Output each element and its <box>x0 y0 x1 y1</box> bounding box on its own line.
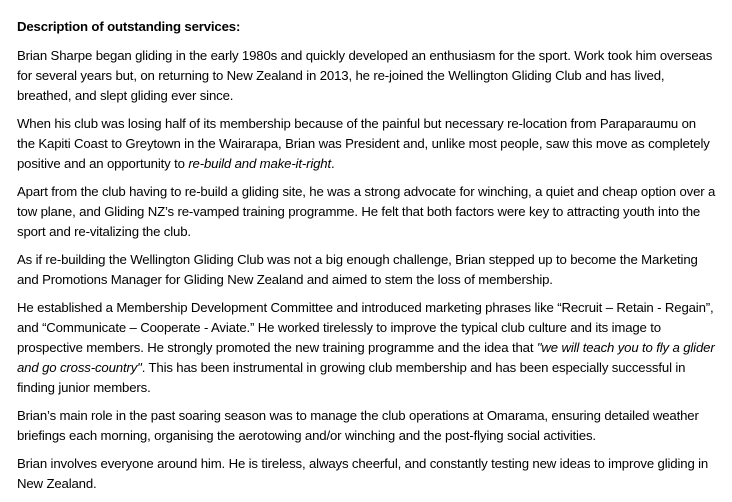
section-heading: Description of outstanding services: <box>17 19 241 34</box>
paragraph-relocation-emphasis: re-build and make-it-right <box>188 156 332 171</box>
paragraph-winching: Apart from the club having to re-build a gliding site, he was a strong advocate for winching, a quiet and cheap option over a tow plane, and Gliding NZ’s re-vamped training programme. He felt that both factors were key to attracting youth into the sport and re-vitalizing the club. <box>17 184 716 239</box>
paragraph-membership-tail: . This has been instrumental in growing club membership and has been especially successful in finding junior members. <box>17 360 686 395</box>
paragraph-relocation-text: When his club was losing half of its membership because of the painful but necessary re-location from Paraparaumu on the Kapiti Coast to Greytown in the Wairarapa, Brian was President and, unlike most people, saw this move as completely positive and an opportunity to <box>17 116 710 171</box>
paragraph-background: Brian Sharpe began gliding in the early 1980s and quickly developed an enthusiasm for the sport. Work took him overseas for several years but, on returning to New Zealand in 2013, he re-joined the Wellington Gliding Club and has lived, breathed, and slept gliding ever since. <box>17 48 713 103</box>
paragraph-membership-committee <box>17 298 717 398</box>
paragraph-membership-emphasis: "we will teach you to fly a glider and go cross-country" <box>17 340 715 375</box>
paragraph-relocation-tail: . <box>331 156 335 171</box>
paragraph-membership-text: He established a Membership Development Committee and introduced marketing phrases like “Recruit – Retain - Regain”, and “Communicate – Cooperate - Aviate.” He worked tirelessly to improve the typical club culture and its image to prospective members. He strongly promoted the new training programme and the idea that <box>17 300 714 355</box>
paragraph-closing: Brian involves everyone around him. He is tireless, always cheerful, and constantly testing new ideas to improve gliding in New Zealand. <box>17 456 709 491</box>
paragraph-relocation <box>17 114 717 174</box>
paragraph-omarama: Brian’s main role in the past soaring season was to manage the club operations at Omarama, ensuring detailed weather briefings each morning, organising the aerotowing and/or winching and the post-flying social activities. <box>17 408 699 443</box>
paragraph-marketing-role: As if re-building the Wellington Gliding Club was not a big enough challenge, Brian stepped up to become the Marketing and Promotions Manager for Gliding New Zealand and aimed to stem the loss of membership. <box>17 252 698 287</box>
document-body <box>17 17 717 502</box>
